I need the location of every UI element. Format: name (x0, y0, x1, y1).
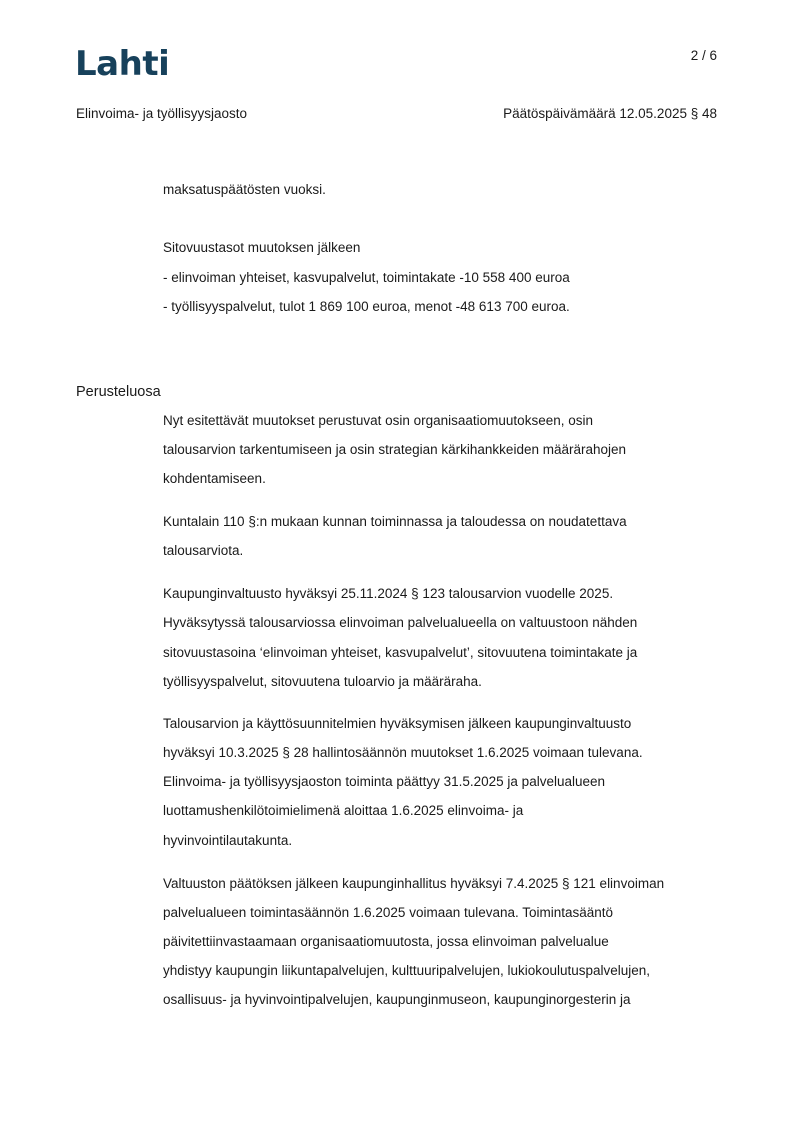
body-line: palvelualueen toimintasäännön 1.6.2025 voimaan tulevana. Toimintasääntö (163, 905, 614, 920)
decision-reference: Päätöspäivämäärä 12.05.2025 § 48 (503, 106, 717, 121)
body-line: sitovuustasoina ‘elinvoiman yhteiset, kasvupalvelut’, sitovuutena toimintakate ja (163, 645, 638, 660)
body-line: kohdentamiseen. (163, 471, 266, 486)
intro-line: Sitovuustasot muutoksen jälkeen (163, 240, 361, 255)
intro-line: maksatuspäätösten vuoksi. (163, 182, 326, 197)
body-line: Kaupunginvaltuusto hyväksyi 25.11.2024 § 123 talousarvion vuodelle 2025. (163, 586, 614, 601)
body-line: Valtuuston päätöksen jälkeen kaupunginhallitus hyväksyi 7.4.2025 § 121 elinvoiman (163, 876, 665, 891)
committee-name: Elinvoima- ja työllisyysjaosto (76, 106, 248, 121)
body-line: Kuntalain 110 §:n mukaan kunnan toiminnassa ja taloudessa on noudatettava (163, 514, 627, 529)
body-line: päivitettiinvastaamaan organisaatiomuutosta, jossa elinvoiman palvelualue (163, 934, 609, 949)
body-line: hyvinvointilautakunta. (163, 833, 293, 848)
section-heading: Perusteluosa (76, 384, 161, 400)
body-line: osallisuus- ja hyvinvointipalvelujen, kaupunginmuseon, kaupunginorgesterin ja (163, 992, 631, 1007)
body-line: Elinvoima- ja työllisyysjaoston toiminta päättyy 31.5.2025 ja palvelualueen (163, 774, 605, 789)
intro-line: - elinvoiman yhteiset, kasvupalvelut, toimintakate -10 558 400 euroa (163, 270, 570, 285)
body-line: hyväksyi 10.3.2025 § 28 hallintosäännön muutokset 1.6.2025 voimaan tulevana. (163, 745, 643, 760)
body-line: luottamushenkilötoimielimenä aloittaa 1.6.2025 elinvoima- ja (163, 803, 524, 818)
body-line: talousarviota. (163, 543, 244, 558)
body-line: talousarvion tarkentumiseen ja osin strategian kärkihankkeiden määrärahojen (163, 442, 627, 457)
body-line: Hyväksytyssä talousarviossa elinvoiman palvelualueella on valtuustoon nähden (163, 615, 638, 630)
page-number: 2 / 6 (690, 48, 717, 63)
intro-line: - työllisyyspalvelut, tulot 1 869 100 euroa, menot -48 613 700 euroa. (163, 299, 570, 314)
lahti-logo: Lahti (75, 44, 170, 84)
body-line: yhdistyy kaupungin liikuntapalvelujen, kulttuuripalvelujen, lukiokoulutuspalvelujen, (163, 963, 651, 978)
body-line: työllisyyspalvelut, sitovuutena tuloarvio ja määräraha. (163, 674, 482, 689)
body-line: Talousarvion ja käyttösuunnitelmien hyväksymisen jälkeen kaupunginvaltuusto (163, 716, 632, 731)
body-line: Nyt esitettävät muutokset perustuvat osin organisaatiomuutokseen, osin (163, 413, 593, 428)
